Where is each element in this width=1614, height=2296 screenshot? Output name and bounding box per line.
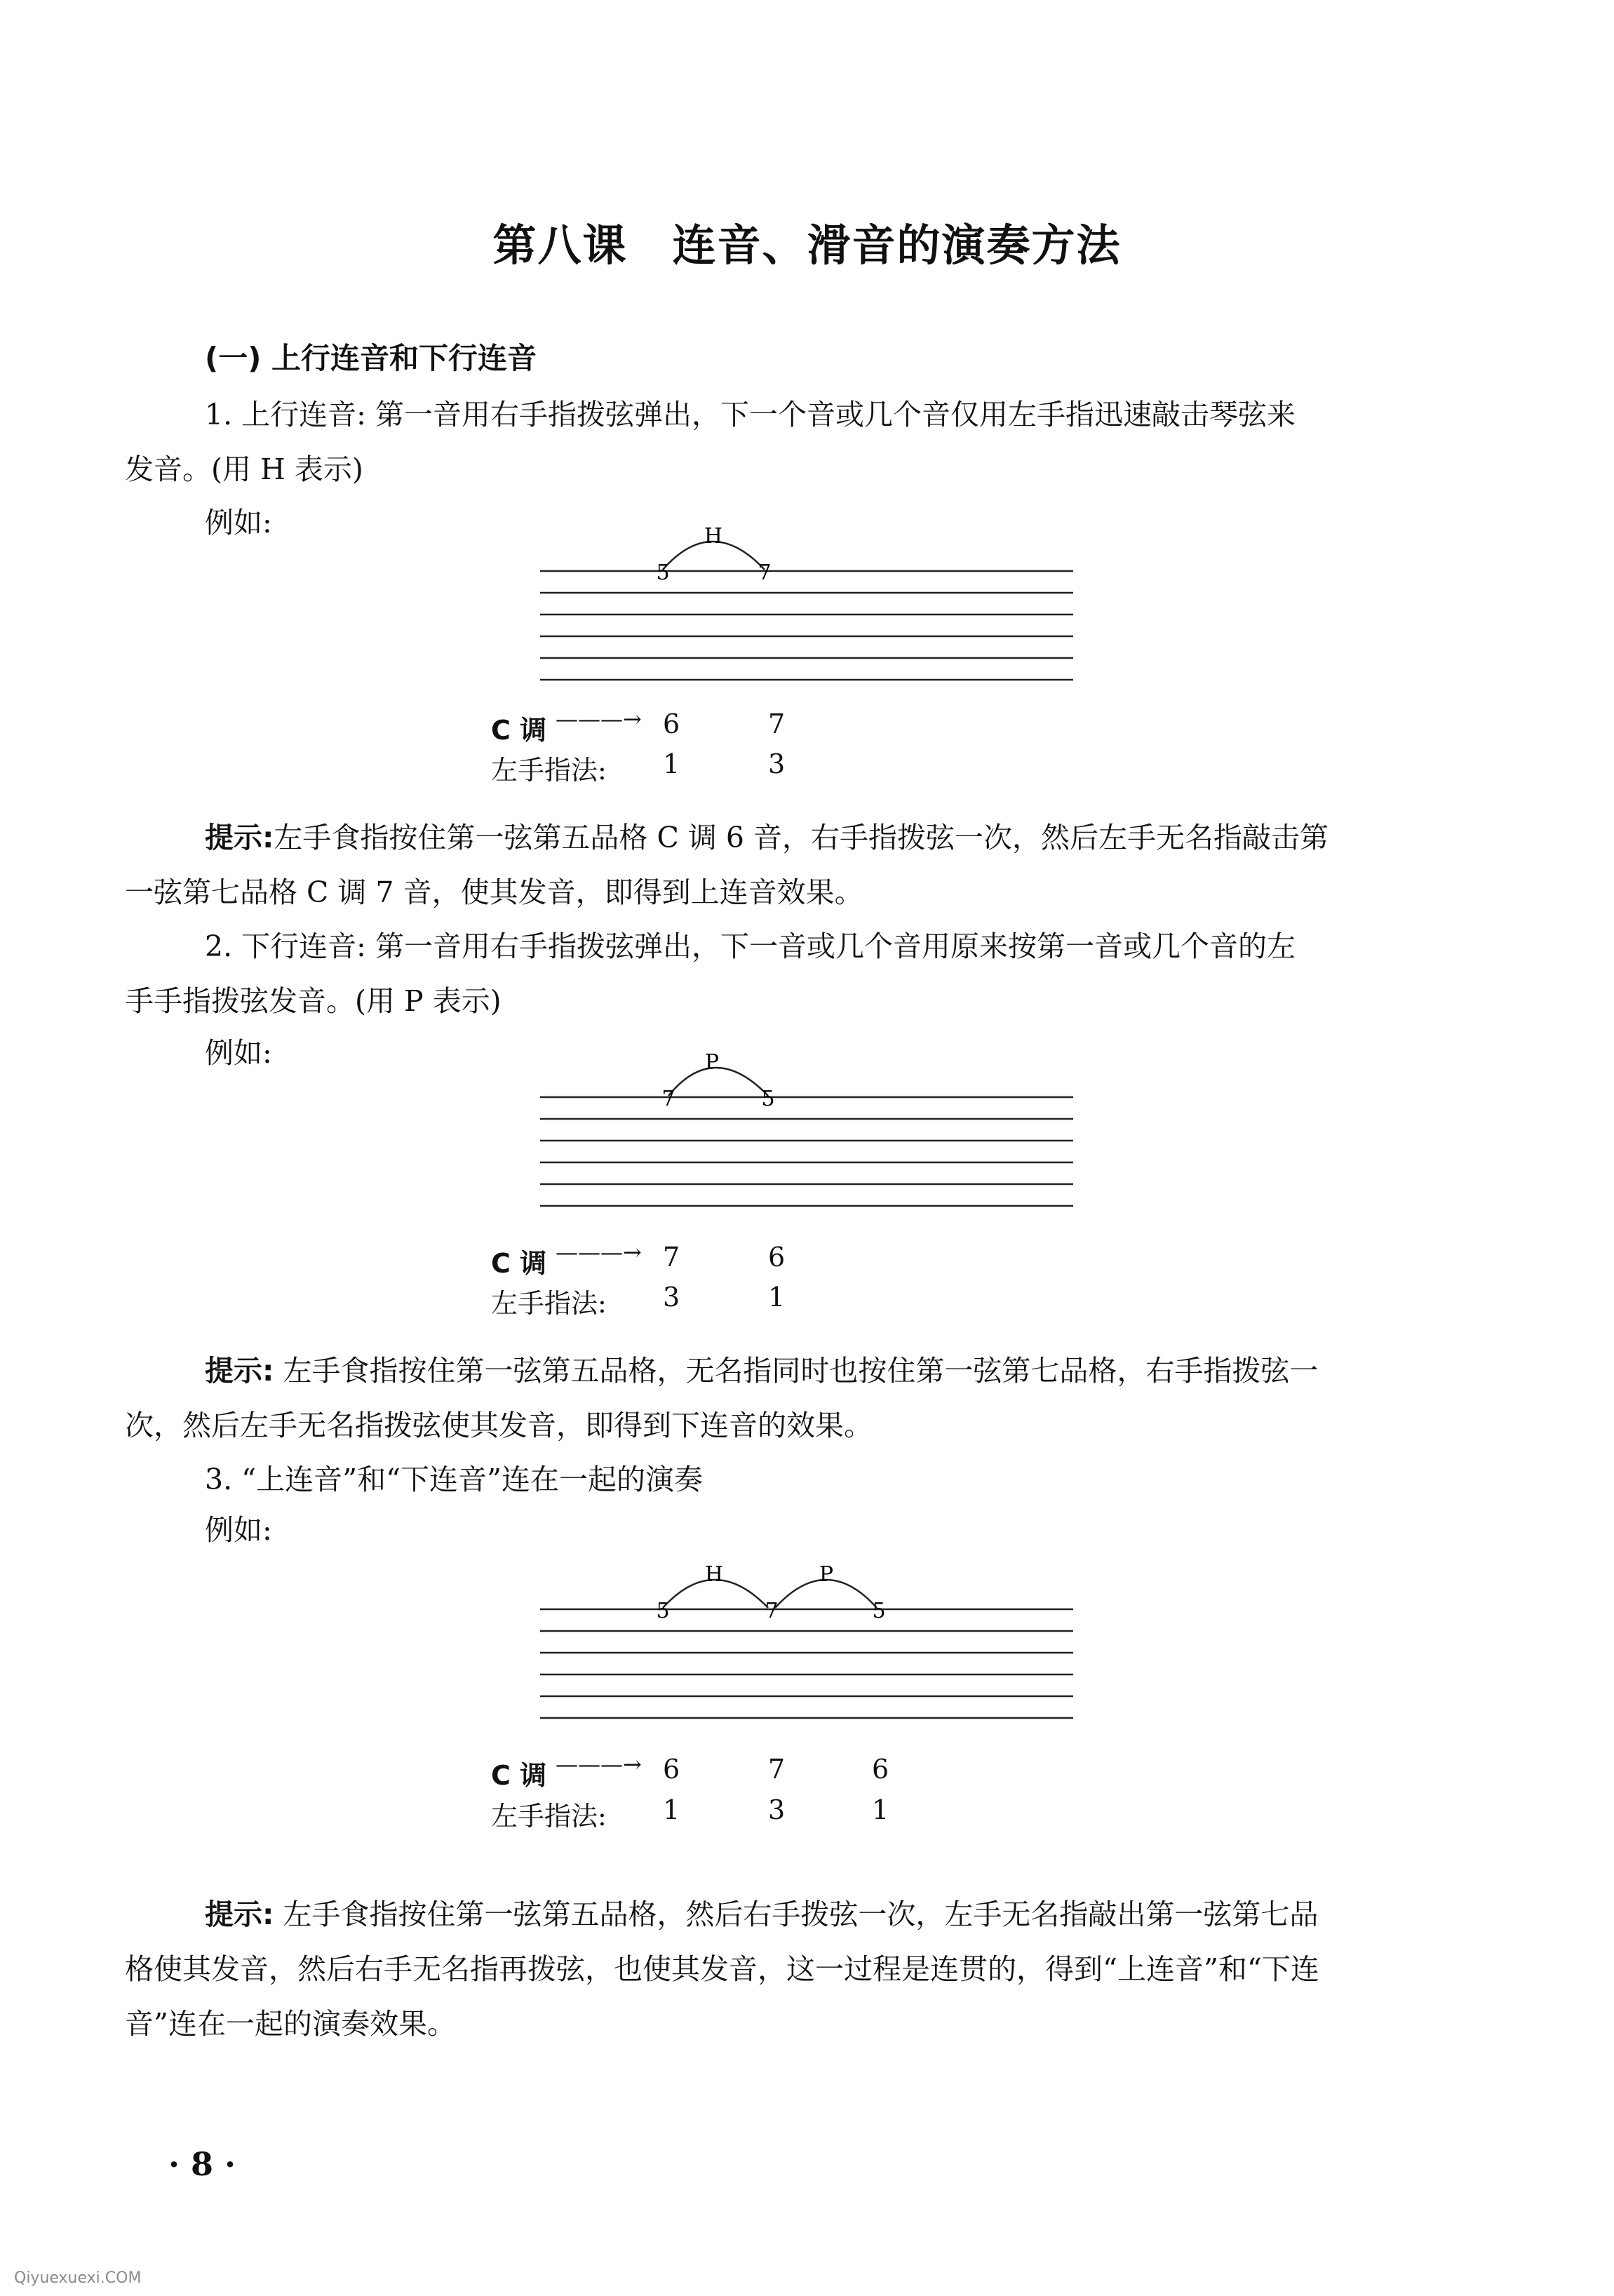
example-label: 例如: — [205, 1036, 272, 1070]
paragraph-line: 2. 下行连音: 第一音用右手指拨弦弹出，下一音或几个音用原来按第一音或几个音的左 — [205, 929, 1296, 963]
key-row — [491, 1239, 912, 1279]
paragraph-line: 左手食指按住第一弦第五品格，然后右手拨弦一次，左手无名指敲出第一弦第七品 — [274, 1898, 1319, 1931]
tab-staff-lines — [540, 1609, 1073, 1718]
paragraph-line: 发音。(用 H 表示) — [125, 452, 363, 486]
tip-1 — [125, 810, 1465, 920]
paragraph-line: 一弦第七品格 C 调 7 音，使其发音，即得到上连音效果。 — [125, 875, 863, 909]
tip-2 — [125, 1343, 1465, 1453]
tab-staff-example-1 — [540, 512, 1073, 687]
tab-note: 5 — [656, 560, 670, 585]
hammer-on-symbol: H — [704, 524, 723, 549]
fingering-label: 左手指法: — [491, 1288, 607, 1319]
tab-note: 7 — [661, 1087, 675, 1111]
fingering-value: 1 — [663, 1794, 680, 1825]
paragraph-ascending-legato — [125, 387, 1465, 497]
tip-label: 提示: — [205, 1898, 274, 1931]
paragraph-descending-legato — [125, 919, 1465, 1028]
tip-label: 提示: — [205, 1354, 274, 1388]
fingering-value: 1 — [663, 748, 680, 779]
paragraph-combined-legato — [125, 1452, 1465, 1507]
example-label: 例如: — [205, 1513, 272, 1547]
key-label: C 调 — [491, 1760, 547, 1791]
section-heading: (一) 上行连音和下行连音 — [205, 341, 537, 375]
key-value: 6 — [663, 1754, 680, 1785]
key-row — [491, 706, 912, 746]
key-value: 6 — [768, 1242, 786, 1273]
key-label: C 调 — [491, 1248, 547, 1279]
fingering-value: 1 — [872, 1794, 889, 1825]
paragraph-line: 音”连在一起的演奏效果。 — [125, 2007, 456, 2041]
fingering-row — [491, 1794, 982, 1830]
key-value: 6 — [663, 709, 680, 739]
example-label: 例如: — [205, 506, 272, 539]
hammer-on-symbol: H — [704, 1562, 724, 1587]
fingering-label: 左手指法: — [491, 755, 607, 786]
paragraph-line: 1. 上行连音: 第一音用右手指拨弦弹出，下一个音或几个音仅用左手指迅速敲击琴弦来 — [205, 398, 1296, 431]
tab-note: 7 — [758, 560, 772, 585]
page-title: 第八课 连音、滑音的演奏方法 — [492, 220, 1122, 271]
key-value: 7 — [768, 709, 786, 739]
paragraph-line: 左手食指按住第一弦第五品格 C 调 6 音，右手指拨弦一次，然后左手无名指敲击第 — [274, 821, 1329, 854]
watermark: Qiyuexuexi.COM — [14, 2269, 142, 2287]
paragraph-line: 左手食指按住第一弦第五品格，无名指同时也按住第一弦第七品格，右手指拨弦一 — [274, 1354, 1319, 1388]
fingering-value: 3 — [768, 1794, 786, 1825]
key-value: 7 — [768, 1754, 786, 1785]
pull-off-symbol: P — [704, 1050, 720, 1075]
fingering-row — [491, 748, 912, 784]
tab-note: 7 — [765, 1599, 779, 1623]
paragraph-line: 次，然后左手无名指拨弦使其发音，即得到下连音的效果。 — [125, 1409, 873, 1442]
tip-label: 提示: — [205, 821, 274, 854]
arrow-icon: ———→ — [556, 1751, 642, 1778]
pull-off-symbol: P — [819, 1562, 834, 1587]
tip-3 — [125, 1887, 1465, 2051]
fingering-value: 3 — [768, 748, 786, 779]
tab-note: 5 — [761, 1087, 775, 1111]
key-row — [491, 1751, 982, 1791]
tab-staff-example-2 — [540, 1038, 1073, 1214]
paragraph-line: 格使其发音，然后右手无名指再拨弦，也使其发音，这一过程是连贯的，得到“上连音”和“下连 — [125, 1952, 1319, 1986]
key-value: 6 — [872, 1754, 889, 1785]
paragraph-line: 手手指拨弦发音。(用 P 表示) — [125, 984, 502, 1018]
arrow-icon: ———→ — [556, 706, 642, 732]
tab-staff-example-3 — [540, 1550, 1073, 1726]
key-value: 7 — [663, 1242, 680, 1273]
fingering-value: 3 — [663, 1282, 680, 1313]
paragraph-line: 3. “上连音”和“下连音”连在一起的演奏 — [205, 1463, 703, 1496]
fingering-value: 1 — [768, 1282, 786, 1313]
fingering-row — [491, 1282, 912, 1317]
arrow-icon: ———→ — [556, 1239, 642, 1266]
tab-note: 5 — [872, 1599, 886, 1623]
tab-note: 5 — [656, 1599, 670, 1623]
fingering-label: 左手指法: — [491, 1801, 607, 1832]
tab-staff-lines — [540, 571, 1073, 680]
tab-staff-lines — [540, 1097, 1073, 1206]
page-number: · 8 · — [168, 2145, 236, 2183]
key-label: C 调 — [491, 715, 547, 746]
